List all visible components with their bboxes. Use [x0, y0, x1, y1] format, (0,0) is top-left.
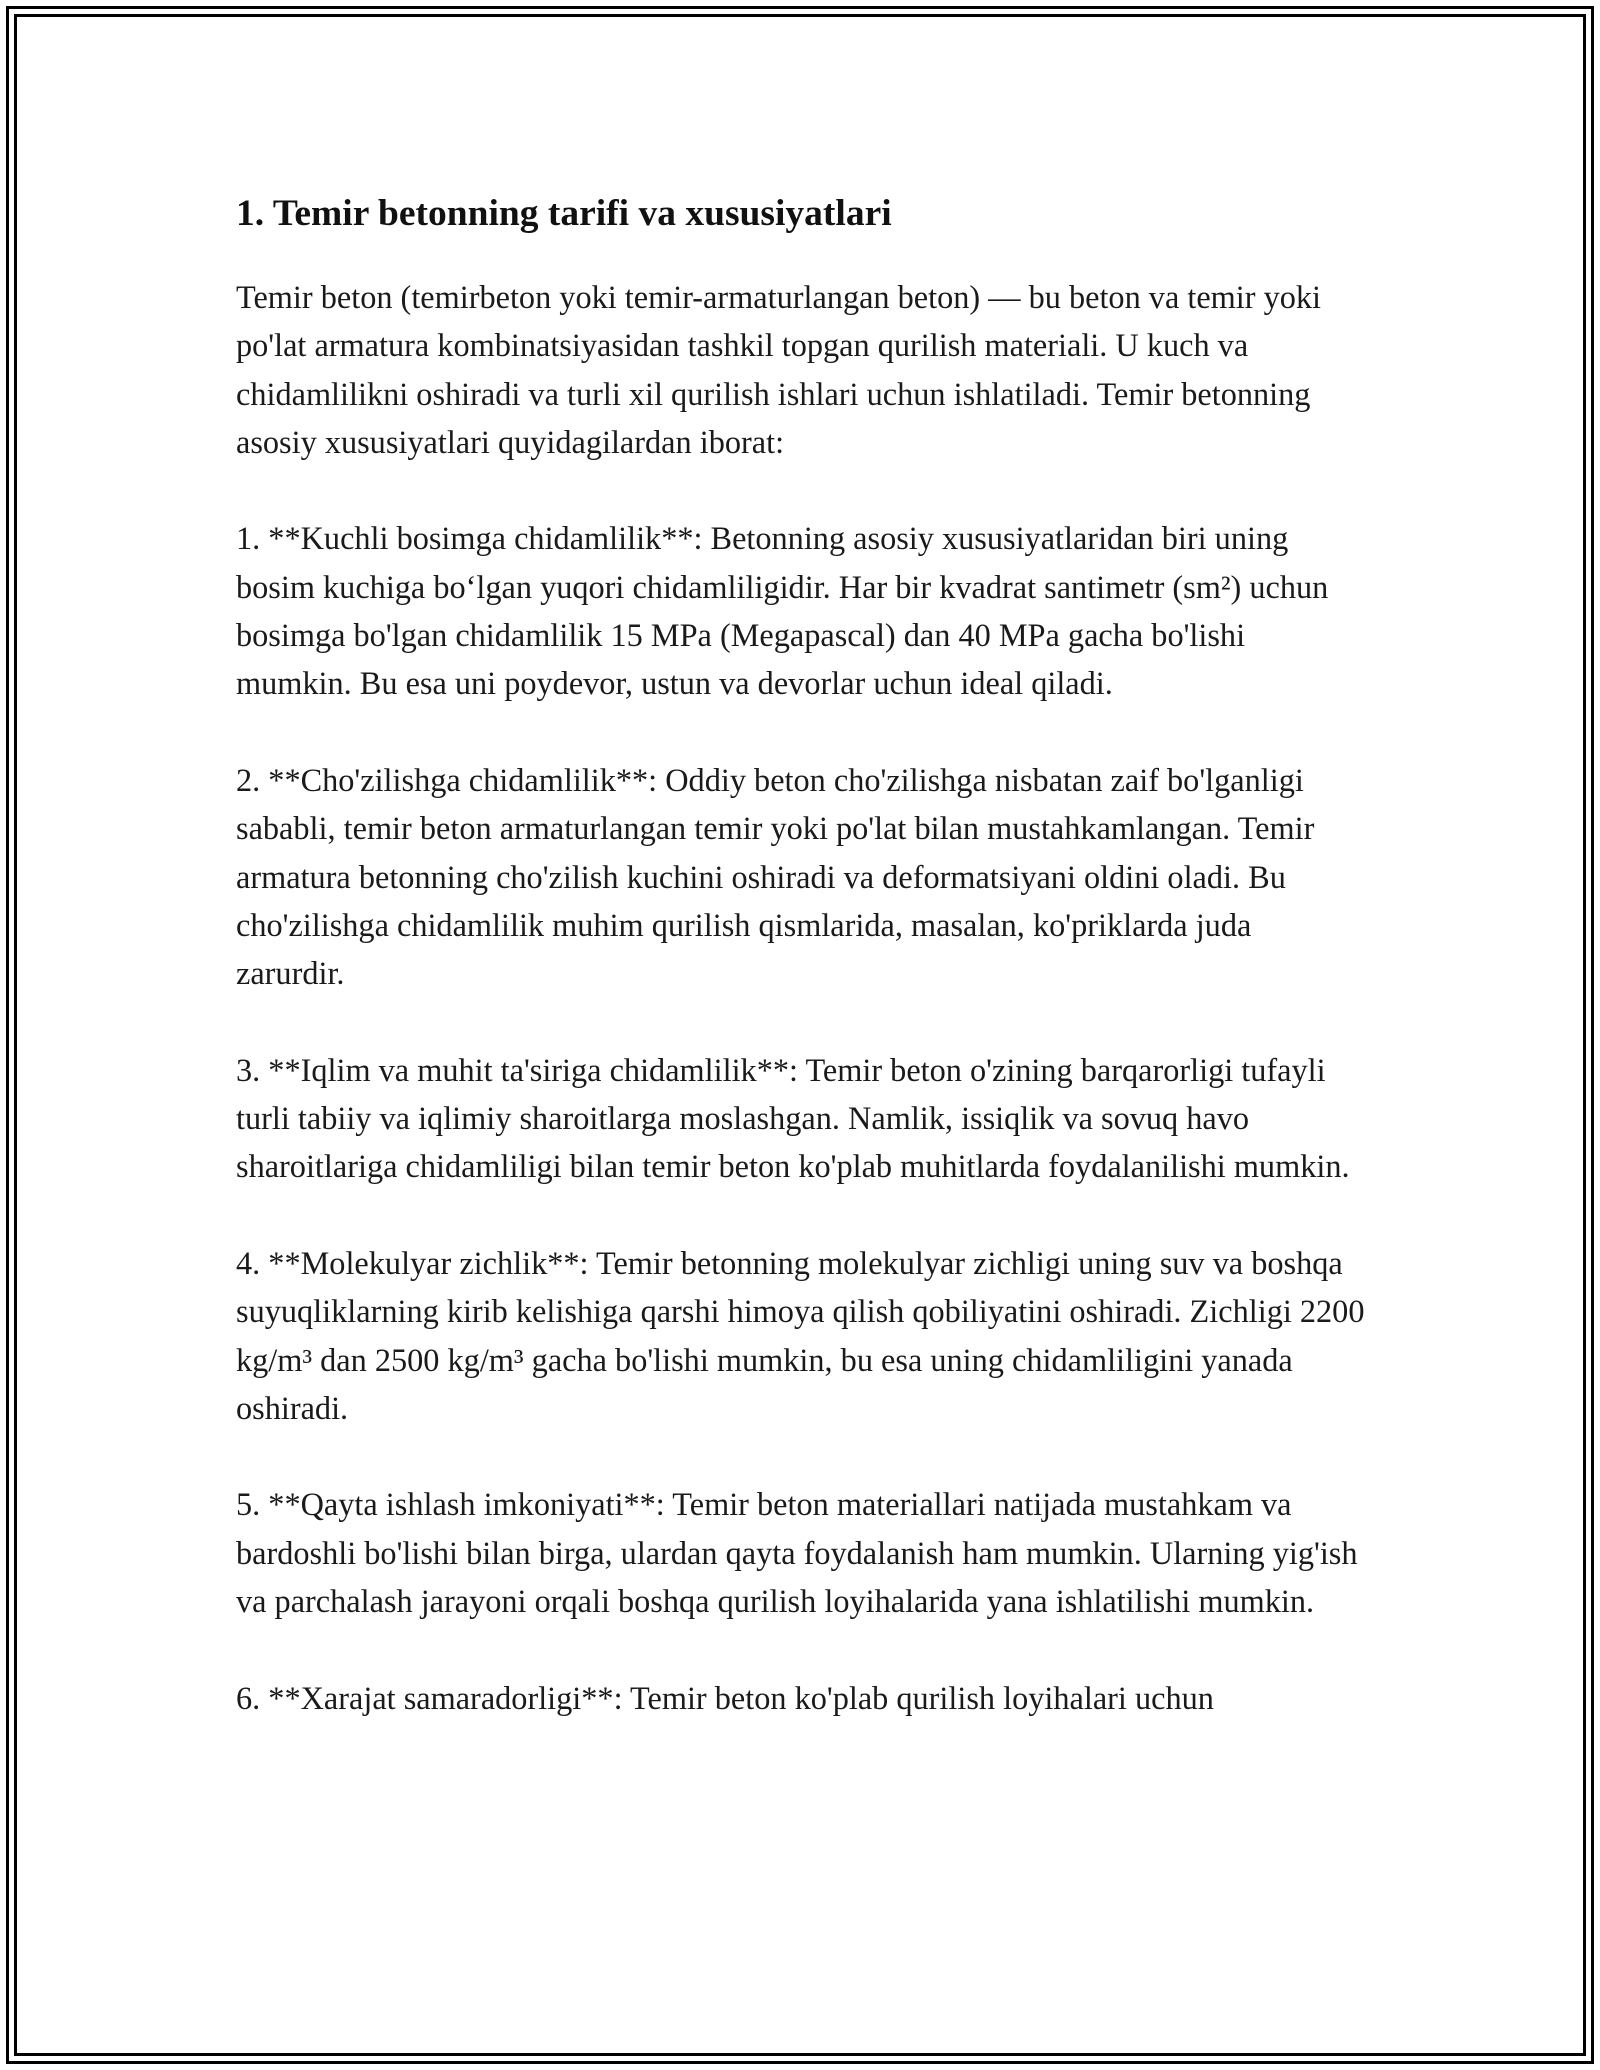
property-1-paragraph: 1. **Kuchli bosimga chidamlilik**: Betonning asosiy xususiyatlaridan biri uning bosim kuchiga boʻlgan yuqori chidamliligidir. Har bir kvadrat santimetr (sm²) uchun bosimga bo'lgan chidamlilik 15 MPa (Megapascal) dan 40 MPa gacha bo'lishi mumkin. Bu esa uni poydevor, ustun va devorlar uchun ideal qiladi. — [236, 520, 1329, 702]
intro-paragraph: Temir beton (temirbeton yoki temir-armaturlangan beton) — bu beton va temir yoki po'lat armatura kombinatsiyasidan tashkil topgan qurilish materiali. U kuch va chidamlilikni oshiradi va turli xil qurilish ishlari uchun ishlatiladi. Temir betonning asosiy xususiyatlari quyidagilardan iborat: — [236, 279, 1322, 460]
property-5-paragraph: 5. **Qayta ishlash imkoniyati**: Temir beton materiallari natijada mustahkam va bardoshli bo'lishi bilan birga, ulardan qayta foydalanish ham mumkin. Ularning yig'ish va parchalash jarayoni orqali boshqa qurilish loyihalarida yana ishlatilishi mumkin. — [236, 1486, 1358, 1620]
document-body — [236, 186, 1366, 1770]
section-heading: 1. Temir betonning tarifi va xususiyatlari — [236, 193, 892, 234]
property-4-paragraph: 4. **Molekulyar zichlik**: Temir betonning molekulyar zichligi uning suv va boshqa suyuqliklarning kirib kelishiga qarshi himoya qilish qobiliyatini oshiradi. Zichligi 2200 kg/m³ dan 2500 kg/m³ gacha bo'lishi mumkin, bu esa uning chidamliligini yanada oshiradi. — [236, 1244, 1365, 1426]
property-6-paragraph: 6. **Xarajat samaradorligi**: Temir beton ko'plab qurilish loyihalari uchun — [236, 1679, 1214, 1716]
property-2-paragraph: 2. **Cho'zilishga chidamlilik**: Oddiy beton cho'zilishga nisbatan zaif bo'lganligi sababli, temir beton armaturlangan temir yoki po'lat bilan mustahkamlangan. Temir armatura betonning cho'zilish kuchini oshiradi va deformatsiyani oldini oladi. Bu cho'zilishga chidamlilik muhim qurilish qismlarida, masalan, ko'priklarda juda zarurdir. — [236, 761, 1315, 992]
property-3-paragraph: 3. **Iqlim va muhit ta'siriga chidamlilik**: Temir beton o'zining barqarorligi tufayli turli tabiiy va iqlimiy sharoitlarga moslashgan. Namlik, issiqlik va sovuq havo sharoitlariga chidamliligi bilan temir beton ko'plab muhitlarda foydalanilishi mumkin. — [236, 1051, 1350, 1185]
